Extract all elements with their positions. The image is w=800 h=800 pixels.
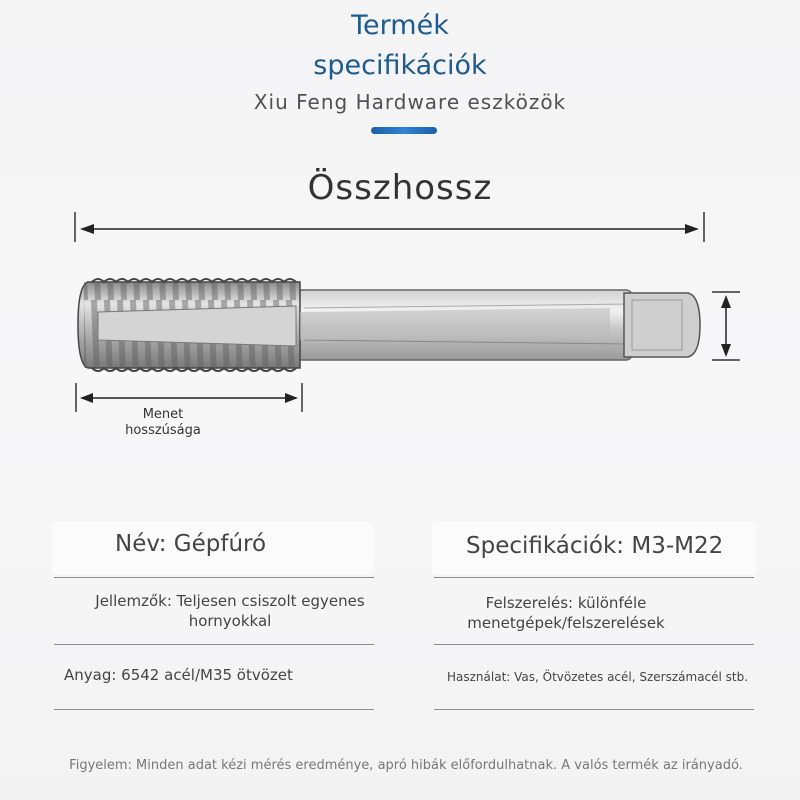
thread-length-label-line1: Menet — [142, 407, 184, 422]
spec-equipment — [436, 593, 696, 633]
page-title-line2: specifikációk — [313, 50, 487, 81]
divider — [434, 709, 754, 710]
spec-name: Név: Gépfúró — [115, 531, 267, 557]
divider — [434, 577, 754, 578]
thread-length-label-line2: hosszúsága — [125, 423, 201, 438]
total-length-dimension — [75, 212, 704, 242]
divider — [54, 709, 374, 710]
diameter-dimension — [712, 292, 740, 360]
spec-features-line2: hornyokkal — [188, 612, 272, 630]
footer-note: Figyelem: Minden adat kézi mérés eredménye, apró hibák előfordulhatnak. A valós termék az irányadó. — [69, 758, 743, 773]
total-length-label: Összhossz — [307, 168, 493, 208]
spec-usage: Használat: Vas, Ötvözetes acél, Szerszámacél stb. — [447, 670, 749, 684]
divider — [54, 644, 374, 645]
spec-features — [60, 591, 400, 631]
spec-equipment-line2: menetgépek/felszerelések — [467, 614, 665, 632]
page-title-line1: Termék — [351, 10, 449, 41]
spec-material: Anyag: 6542 acél/M35 ötvözet — [64, 666, 293, 684]
spec-features-line1: Jellemzők: Teljesen csiszolt egyenes — [95, 592, 365, 610]
machine-tap-drawing — [78, 279, 700, 371]
spec-specification: Specifikációk: M3-M22 — [466, 533, 724, 559]
divider — [434, 644, 754, 645]
page-subtitle: Xiu Feng Hardware eszközök — [253, 90, 567, 114]
thread-length-label — [118, 407, 208, 439]
accent-bar — [371, 127, 437, 134]
spec-equipment-line1: Felszerelés: különféle — [485, 594, 647, 612]
divider — [54, 577, 374, 578]
